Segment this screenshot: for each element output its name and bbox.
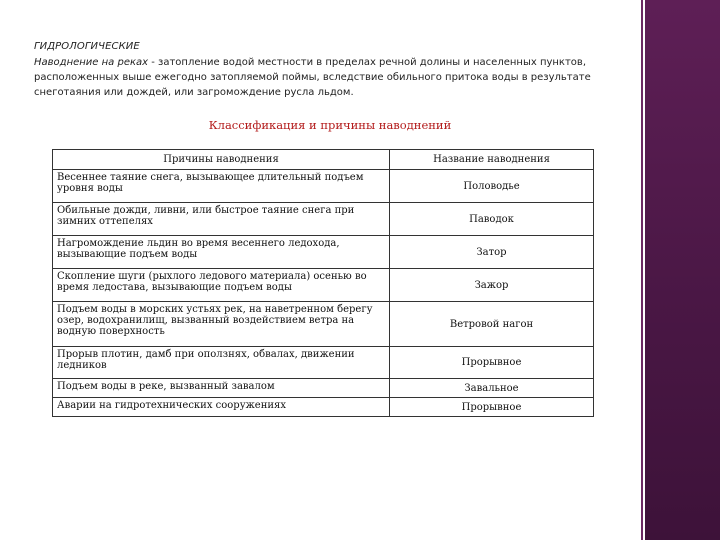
decorative-side-panel (645, 0, 720, 540)
header-causes: Причины наводнения (53, 150, 390, 170)
cause-cell: Весеннее таяние снега, вызывающее длительный подъем уровня воды (53, 170, 390, 203)
intro-paragraph (34, 55, 594, 100)
table-row (53, 170, 594, 203)
table-row (53, 269, 594, 302)
cause-cell: Обильные дожди, ливни, или быстрое таяние снега при зимних оттепелях (53, 203, 390, 236)
flood-name-cell: Завальное (390, 379, 594, 398)
table-row (53, 236, 594, 269)
cause-cell: Прорыв плотин, дамб при оползнях, обвалах, движении ледников (53, 347, 390, 379)
header-flood-name: Название наводнения (390, 150, 594, 170)
flood-name-cell: Прорывное (390, 347, 594, 379)
table-row (53, 302, 594, 347)
cause-cell: Подъем воды в морских устьях рек, на наветренном берегу озер, водохранилищ, вызванный воздействием ветра на водную поверхность (53, 302, 390, 347)
intro-text: - затопление водой местности в пределах речной долины и населенных пунктов, расположенных выше ежегодно затопляемой поймы, вследствие обильного притока воды в результате снеготаяния или дождей, или загромождение русла льдом. (34, 57, 591, 98)
cause-cell: Подъем воды в реке, вызванный завалом (53, 379, 390, 398)
floods-table (52, 149, 594, 417)
cause-cell: Нагромождение льдин во время весеннего ледохода, вызывающие подъем воды (53, 236, 390, 269)
flood-name-cell: Паводок (390, 203, 594, 236)
table-row (53, 203, 594, 236)
flood-name-cell: Зажор (390, 269, 594, 302)
table-header-row (53, 150, 594, 170)
flood-name-cell: Прорывное (390, 398, 594, 417)
flood-name-cell: Затор (390, 236, 594, 269)
cause-cell: Скопление шуги (рыхлого ледового материала) осенью во время ледостава, вызывающие подъем воды (53, 269, 390, 302)
table-title: Классификация и причины наводнений (208, 118, 452, 132)
flood-name-cell: Ветровой нагон (390, 302, 594, 347)
side-accent-line (641, 0, 643, 540)
intro-term: Наводнение на реках (34, 57, 149, 68)
flood-name-cell: Половодье (390, 170, 594, 203)
table-row (53, 347, 594, 379)
cause-cell: Аварии на гидротехнических сооружениях (53, 398, 390, 417)
table-row (53, 379, 594, 398)
table-row (53, 398, 594, 417)
section-heading: ГИДРОЛОГИЧЕСКИЕ (34, 41, 140, 52)
